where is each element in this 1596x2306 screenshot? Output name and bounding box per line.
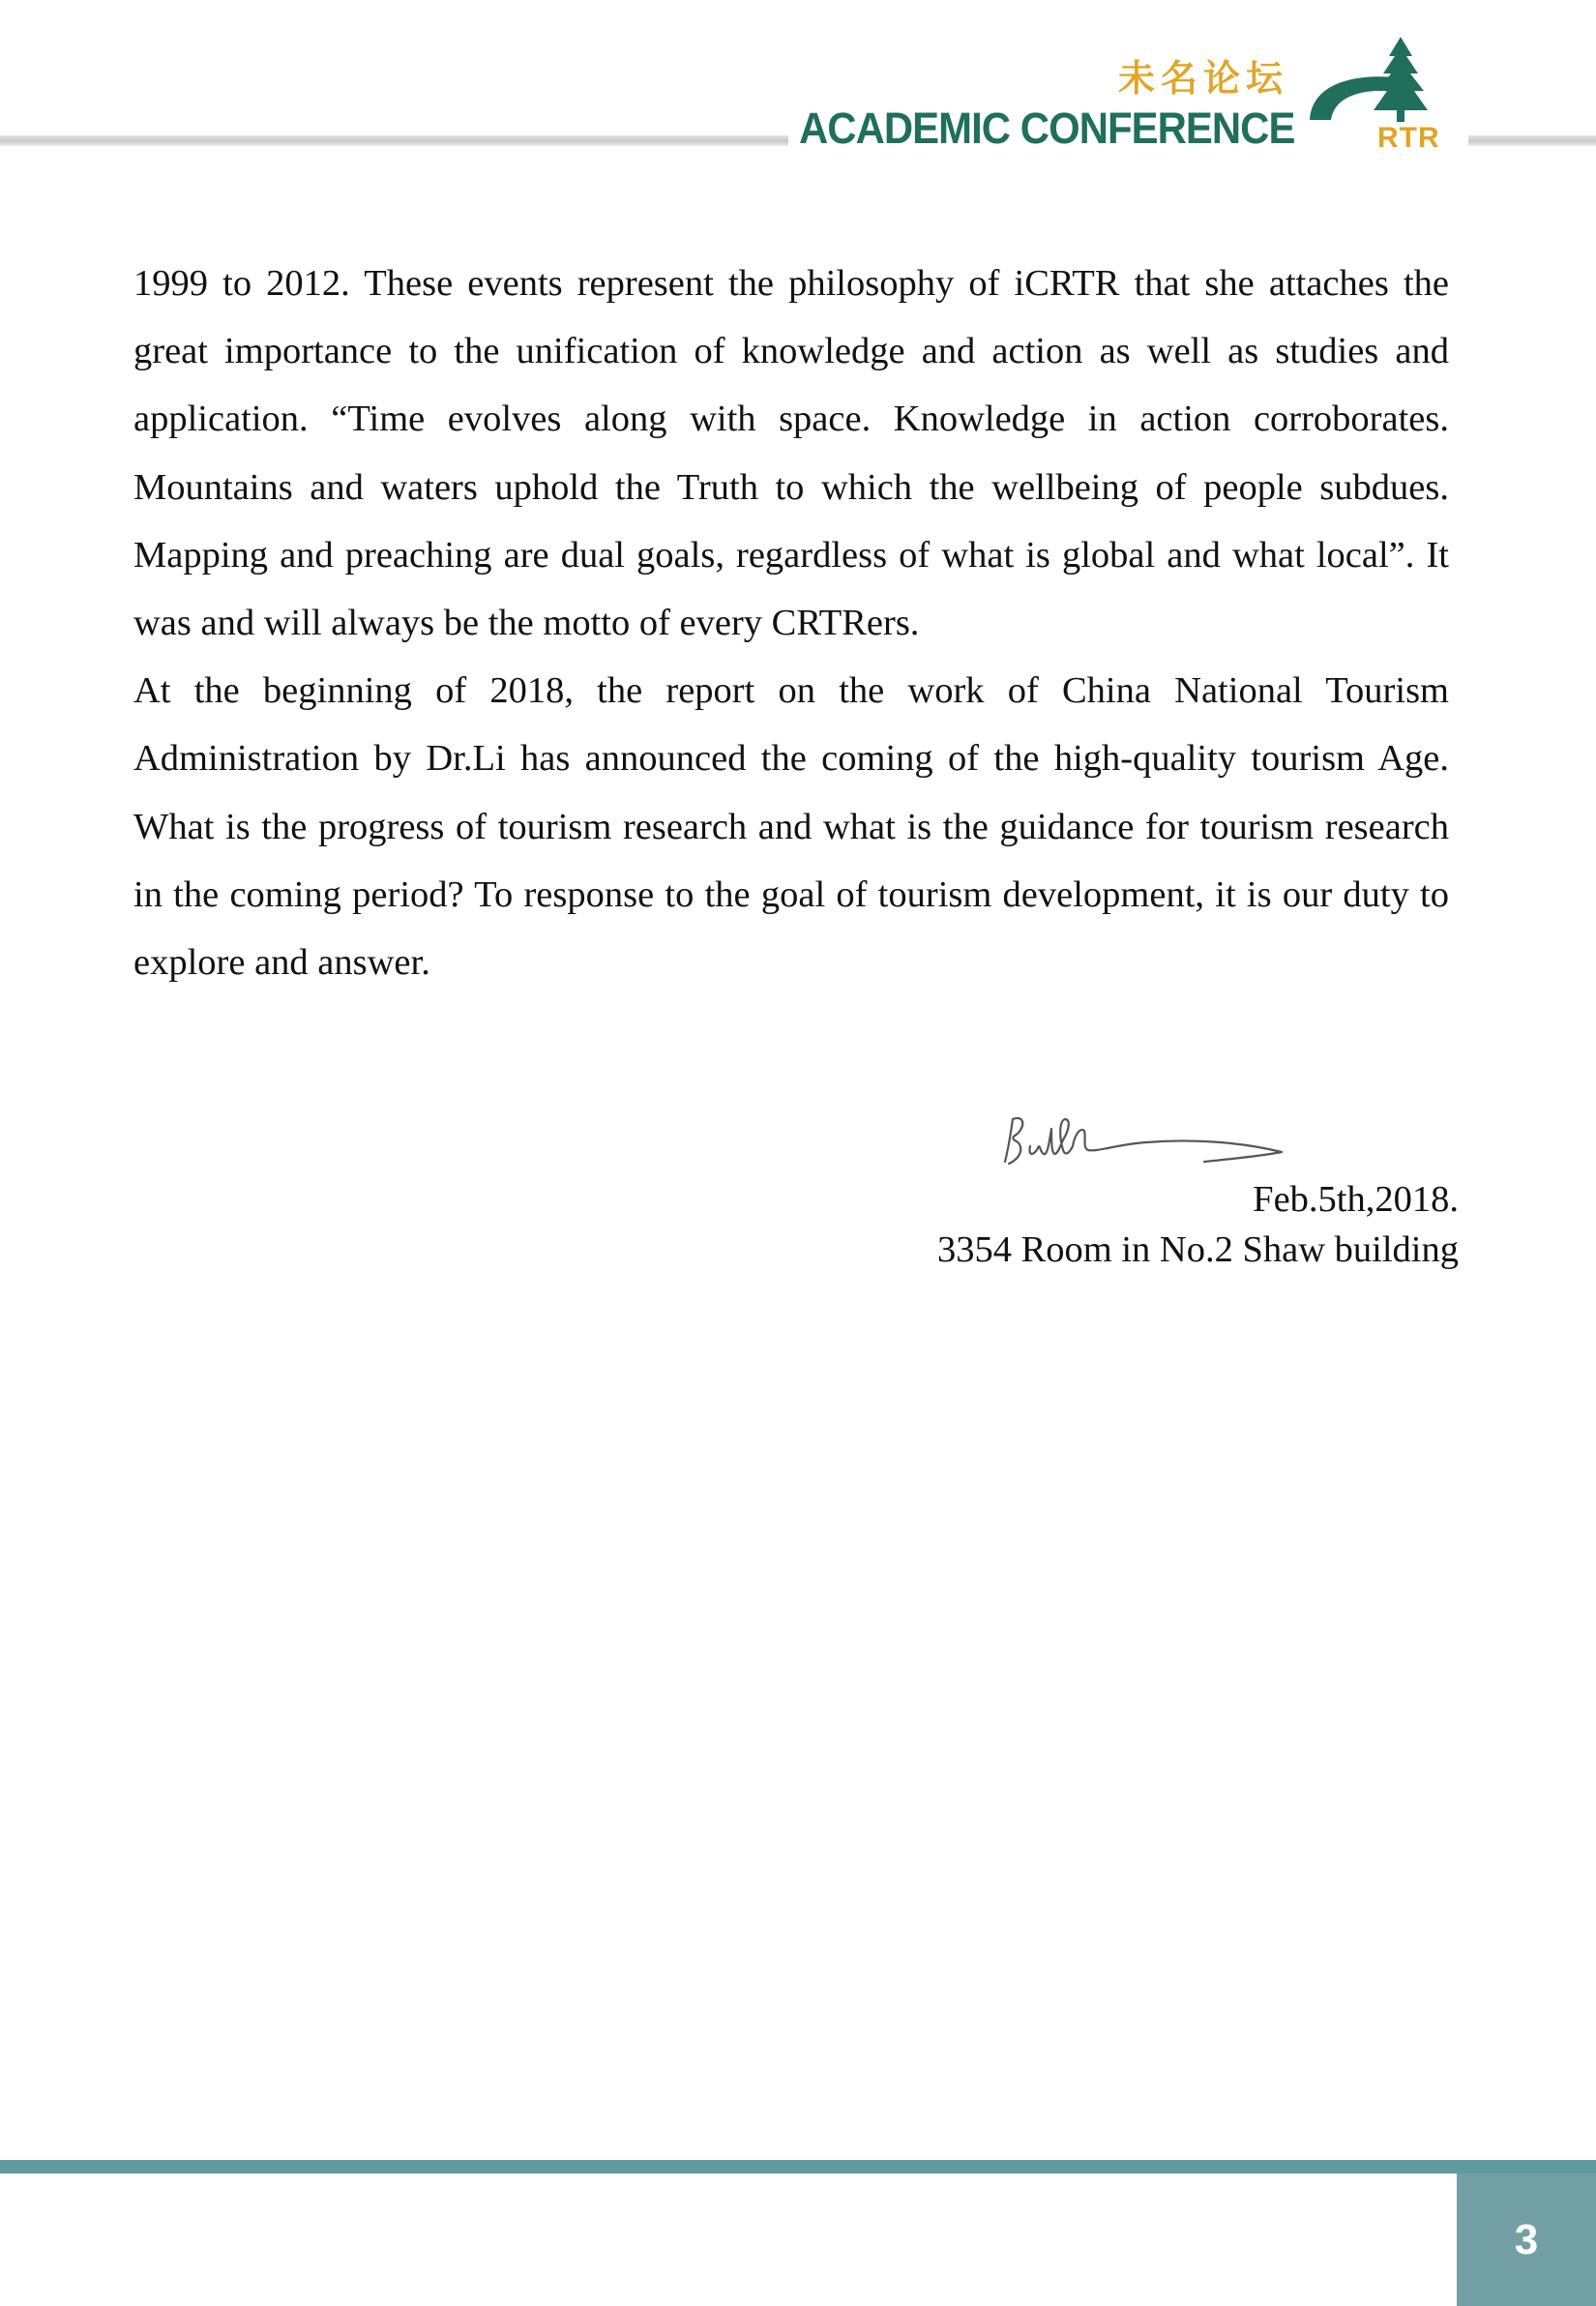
header-title: ACADEMIC CONFERENCE — [799, 103, 1295, 153]
paragraph: At the beginning of 2018, the report on the work of China National Tourism Administration by Dr.Li has announced the coming of the high-quality tourism Age. What is the progress of tourism research and what is the guidance for tourism research in the coming period? To response to the goal of tourism development, it is our duty to explore and answer. — [133, 670, 1449, 984]
signature-place: 3354 Room in No.2 Shaw building — [936, 1229, 1459, 1270]
header-rule-right — [1468, 135, 1596, 146]
header-chinese-title: 未名论坛 — [1118, 56, 1289, 100]
signature-date: Feb.5th,2018. — [1253, 1179, 1459, 1220]
header-rule-left — [0, 135, 788, 146]
handwritten-signature — [1001, 1108, 1291, 1190]
logo-text: RTR — [1377, 122, 1440, 151]
footer-band — [0, 2160, 1596, 2173]
paragraph: 1999 to 2012. These events represent the philosophy of iCRTR that she attaches the great importance to the unification of knowledge and action as well as studies and application. “Time evolves along with space. Knowledge in action corroborates. Mountains and waters uphold the Truth to which the wellbeing of people subdues. Mapping and preaching are dual goals, regardless of what is global and what local”. It was and will always be the motto of every CRTRers. — [133, 263, 1449, 644]
letter-body — [133, 250, 1449, 996]
crtr-logo — [1306, 35, 1465, 151]
page-number: 3 — [1457, 2173, 1596, 2306]
